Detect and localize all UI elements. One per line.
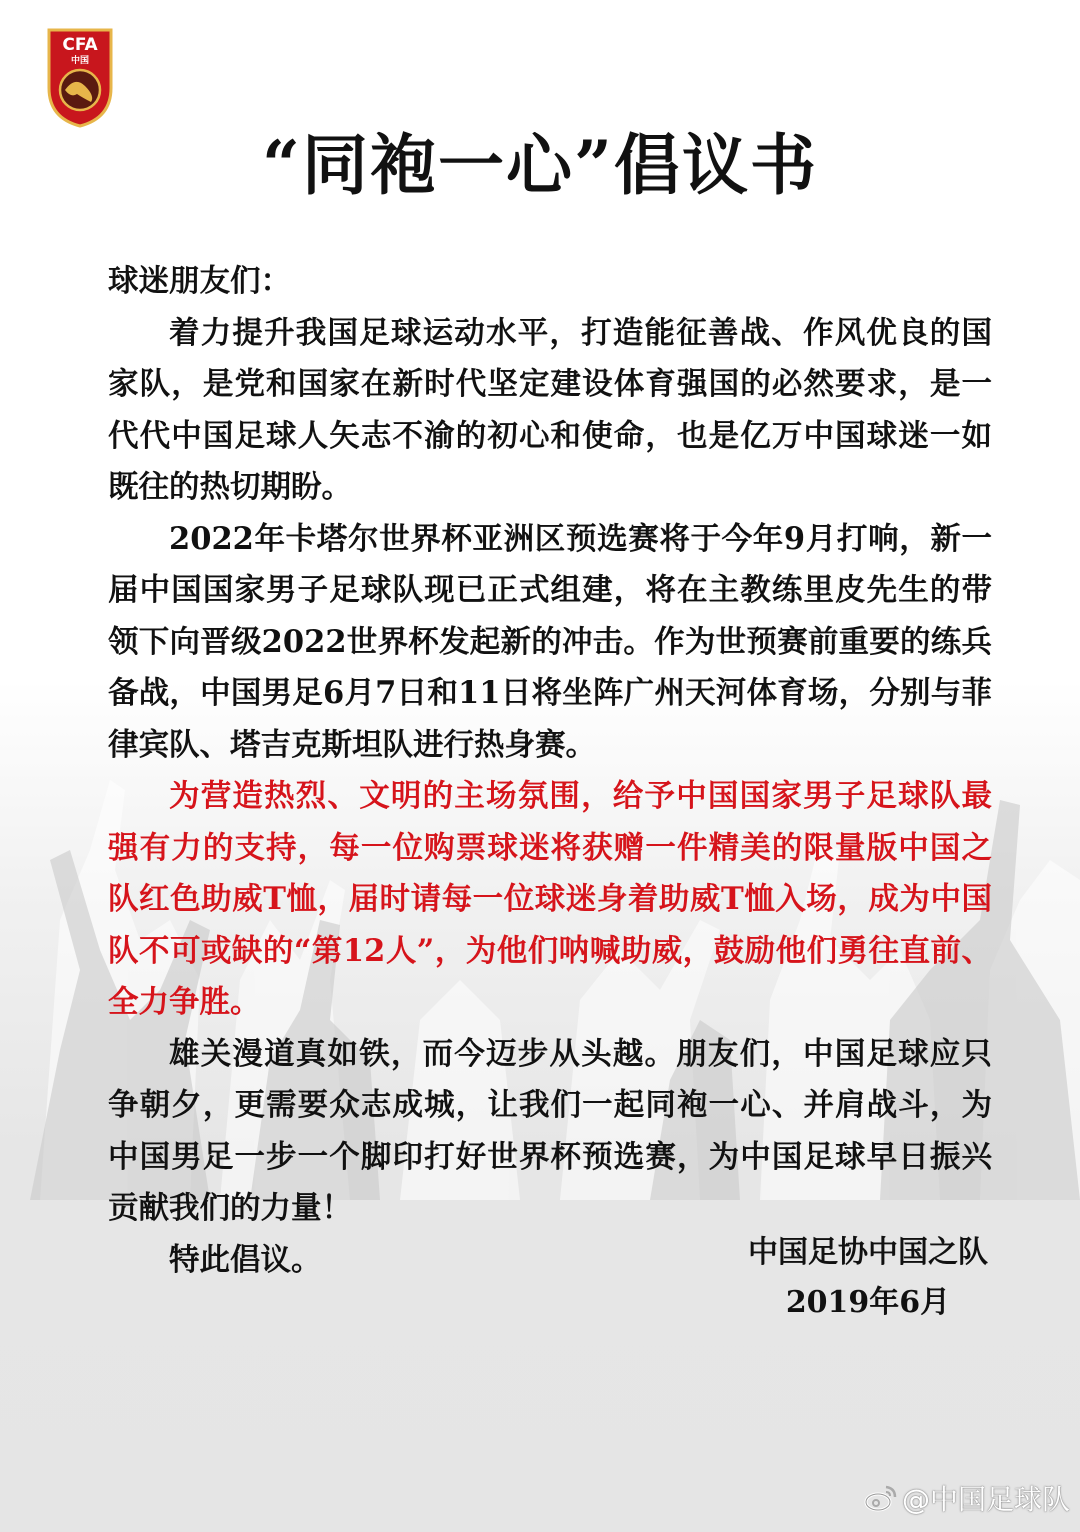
svg-text:中国: 中国 [70,56,90,66]
letter-body [108,256,992,1286]
paragraph-2: 2022年卡塔尔世界杯亚洲区预选赛将于今年9月打响，新一届中国国家男子足球队现已正式组建，将在主教练里皮先生的带领下向晋级2022世界杯发起新的冲击。作为世预赛前重要的练兵备战，中国男足6月7日和11日将坐阵广州天河体育场，分别与菲律宾队、塔吉克斯坦队进行热身赛。 [108,520,992,763]
paragraph-4: 雄关漫道真如铁，而今迈步从头越。朋友们，中国足球应只争朝夕，更需要众志成城，让我们一起同袍一心、并肩战斗，为中国男足一步一个脚印打好世界杯预选赛，为中国足球早日振兴贡献我们的力量！ [108,1035,992,1226]
paragraph-closing: 特此倡议。 [169,1241,322,1278]
signature-date: 2019年6月 [785,1285,951,1320]
weibo-icon [864,1483,898,1513]
watermark-text: @中国足球队 [901,1483,1070,1516]
svg-text:CFA: CFA [62,35,98,55]
signature-block [748,1228,988,1328]
salutation: 球迷朋友们： [108,263,291,299]
weibo-watermark [864,1478,1070,1518]
page-title: “同袍一心”倡议书 [262,126,818,204]
paragraph-3-highlight: 为营造热烈、文明的主场氛围，给予中国国家男子足球队最强有力的支持，每一位购票球迷将获赠一件精美的限量版中国之队红色助威T恤，届时请每一位球迷身着助威T恤入场，成为中国队不可或缺的“第12人”，为他们呐喊助威，鼓励他们勇往直前、全力争胜。 [108,778,992,1020]
signature-org: 中国足协中国之队 [748,1235,988,1270]
paragraph-1: 着力提升我国足球运动水平，打造能征善战、作风优良的国家队，是党和国家在新时代坚定建设体育强国的必然要求，是一代代中国足球人矢志不渝的初心和使命，也是亿万中国球迷一如既往的热切期盼。 [108,314,992,505]
